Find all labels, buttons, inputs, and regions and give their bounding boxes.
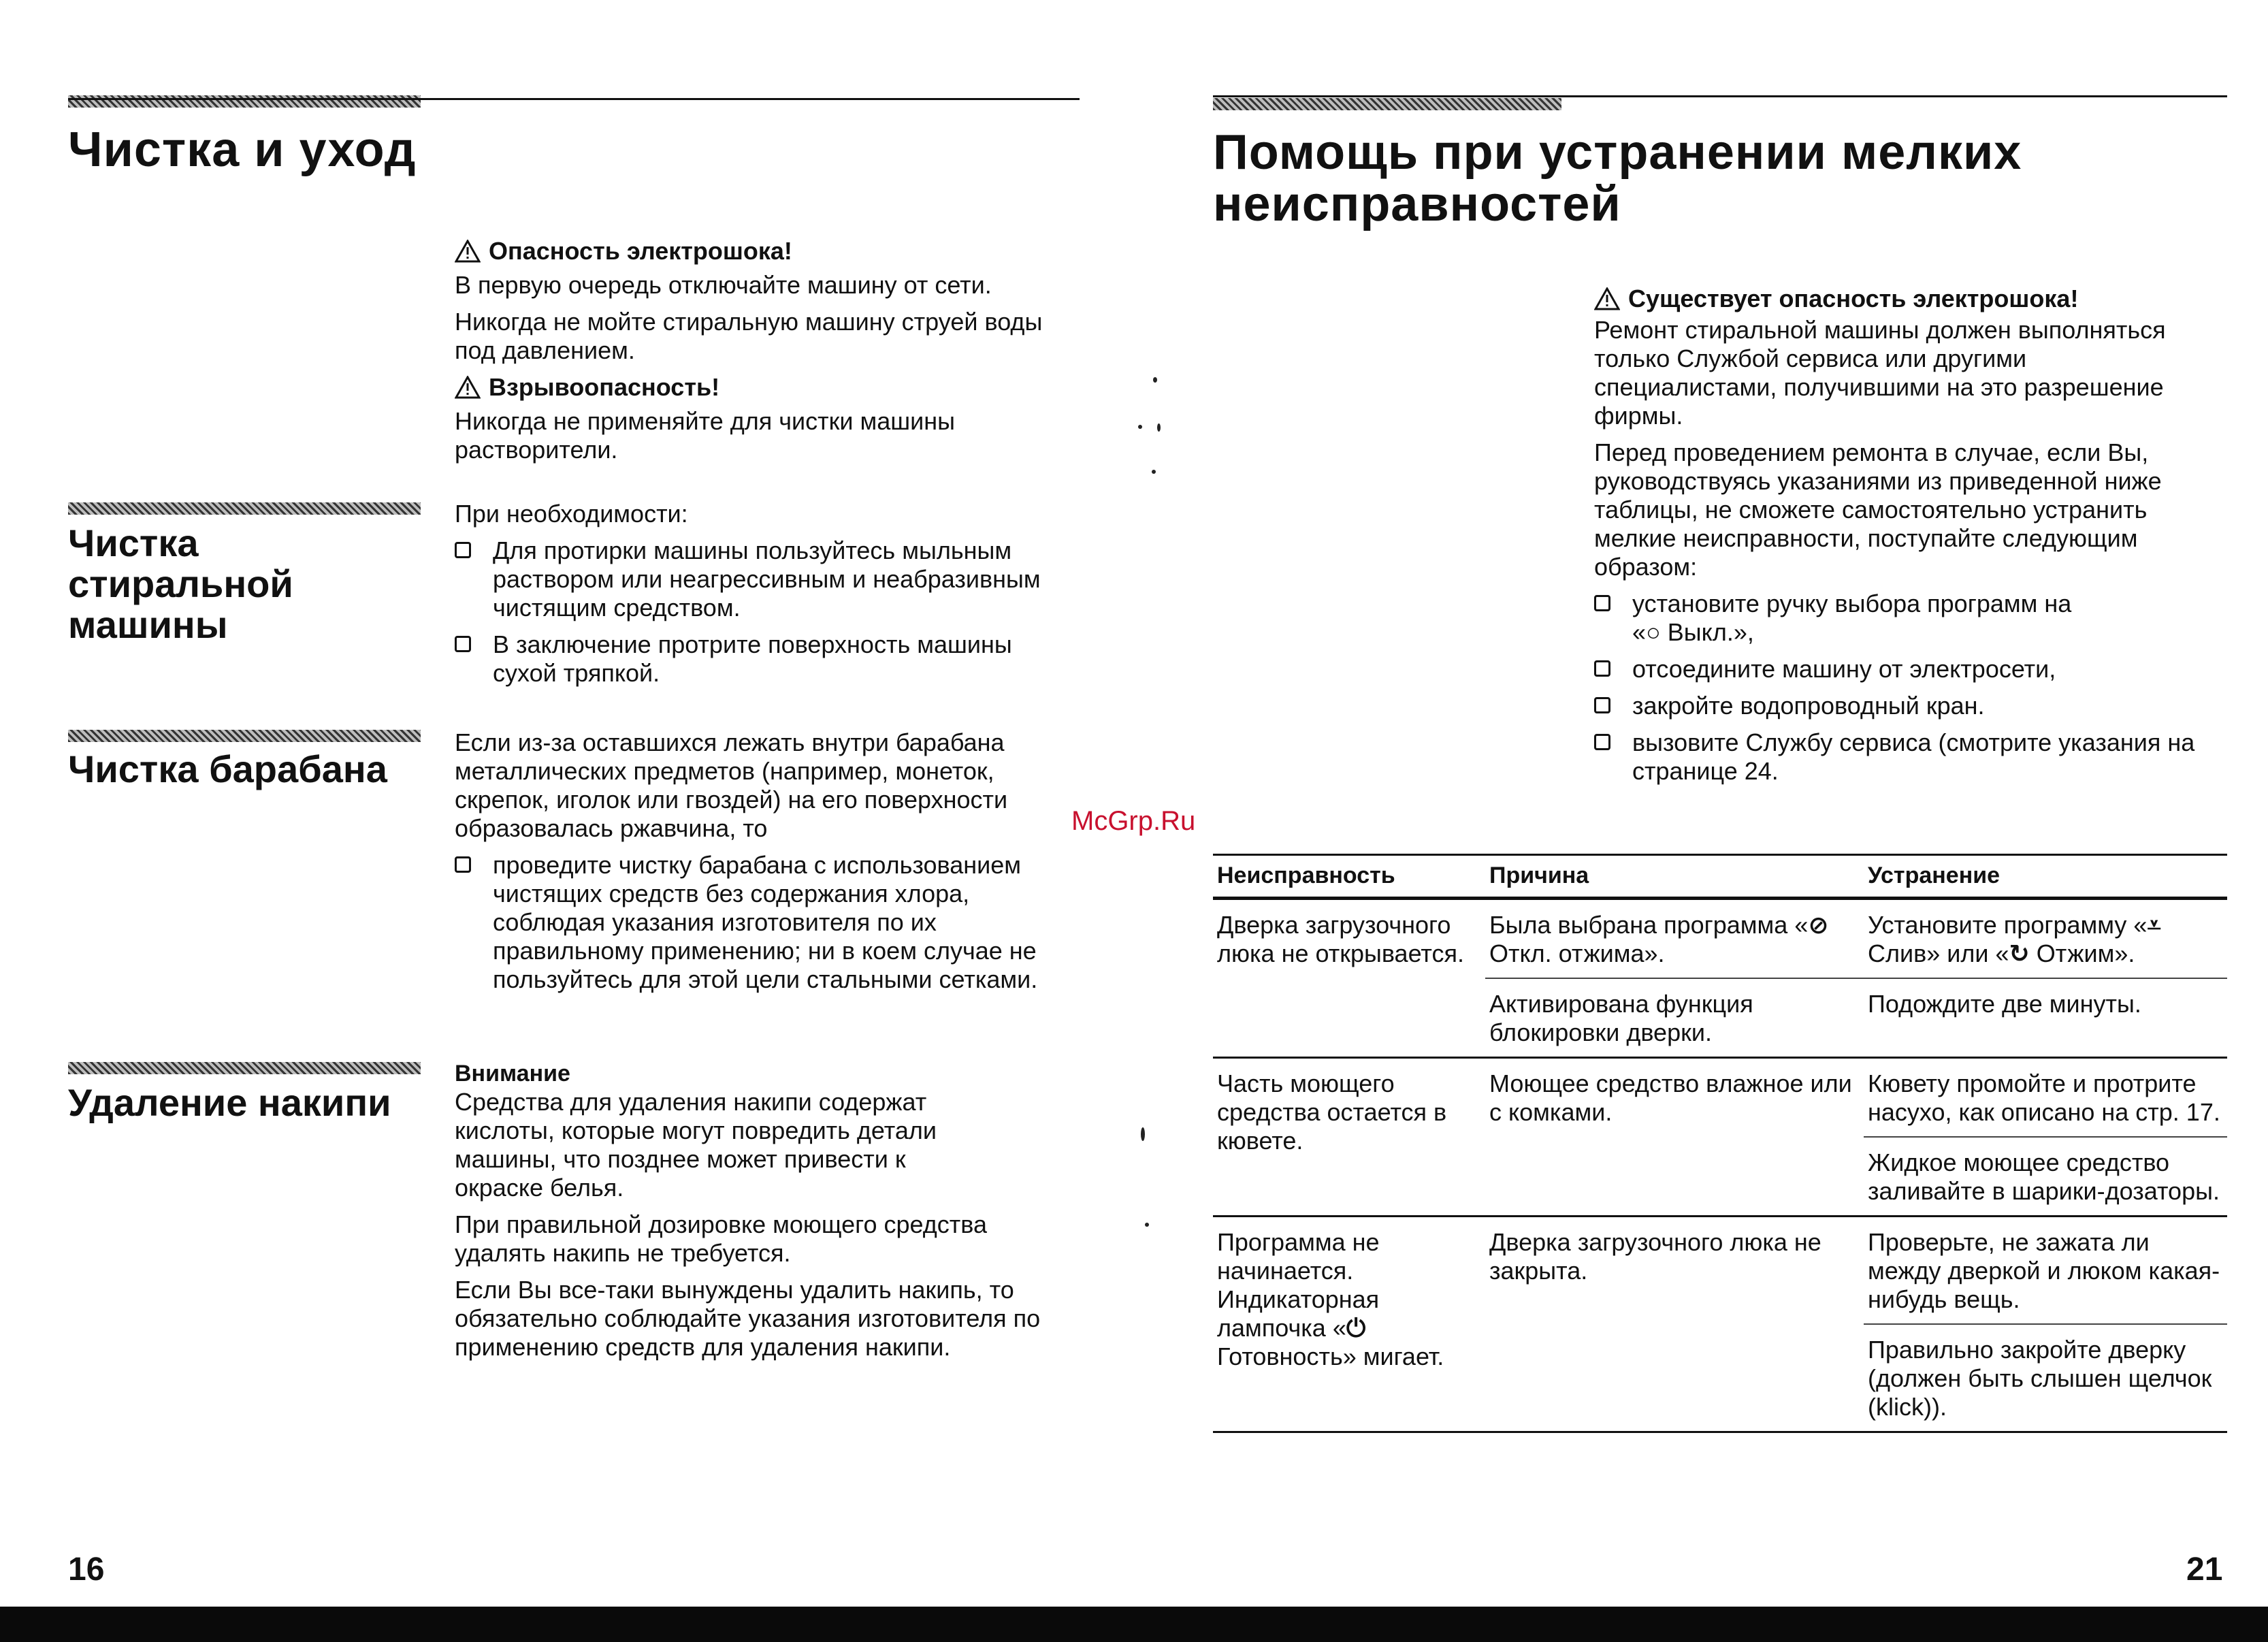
section-heading-washing-machine: Чистка стиральной машины bbox=[68, 521, 293, 646]
section-bar bbox=[68, 730, 421, 742]
scan-speck bbox=[1153, 377, 1157, 383]
fix-cell: Правильно закройте дверку (должен быть слышен щелчок (klick)). bbox=[1864, 1324, 2227, 1432]
section-bar bbox=[68, 502, 421, 515]
warning-electric-shock-text-1: В первую очередь отключайте машину от сети. bbox=[455, 271, 992, 299]
descaling-paragraph-3: Если Вы все-таки вынуждены удалить накипь, то обязательно соблюдайте указания изготовителя по применению средств для удаления накипи. bbox=[455, 1276, 1041, 1361]
scan-speck bbox=[1145, 1223, 1149, 1227]
no-spin-icon: ⊘ bbox=[1808, 911, 1829, 939]
checkbox-bullet-icon bbox=[1594, 595, 1610, 611]
table-row bbox=[1213, 899, 2227, 979]
section-heading-drum: Чистка барабана bbox=[68, 747, 387, 790]
scan-bottom-edge bbox=[0, 1607, 2268, 1642]
descaling-paragraph-1: Средства для удаления накипи содержат кислоты, которые могут повредить детали машины, что позднее может привести к окраске белья. bbox=[455, 1088, 937, 1202]
title-rule-right bbox=[1213, 95, 2227, 97]
title-rule-left bbox=[68, 98, 1080, 100]
fix-cell: Проверьте, не зажата ли между дверкой и люком какая-нибудь вещь. bbox=[1864, 1217, 2227, 1325]
list-item: установите ручку выбора программ на «○ Выкл.», bbox=[1594, 590, 2234, 647]
fix-cell: Жидкое моющее средство заливайте в шарики-дозаторы. bbox=[1864, 1137, 2227, 1217]
list-item: проведите чистку барабана с использованием чистящих средств без содержания хлора, соблюдая указания изготовителя по их правильному применению; ни в коем случае не пользуйтесь для этой цели стальными сетками. bbox=[455, 851, 1081, 994]
list-item: Для протирки машины пользуйтесь мыльным раствором или неагрессивным и неабразивным чистящим средством. bbox=[455, 536, 1081, 622]
list-item: В заключение протрите поверхность машины сухой тряпкой. bbox=[455, 630, 1081, 688]
fault-cell: Программа не начинается. Индикаторная лампочка «⏻ Готовность» мигает. bbox=[1213, 1217, 1485, 1432]
table-row bbox=[1213, 1217, 2227, 1325]
checkbox-bullet-icon bbox=[1594, 697, 1610, 713]
fault-cell: Часть моющего средства остается в кювете. bbox=[1213, 1058, 1485, 1217]
watermark: McGrp.Ru bbox=[1071, 806, 1196, 836]
checkbox-bullet-icon bbox=[455, 542, 471, 558]
title-bar-right bbox=[1213, 98, 1561, 110]
section-descaling-body bbox=[455, 1059, 1067, 1370]
list-item: закройте водопроводный кран. bbox=[1594, 692, 2234, 720]
fault-cell: Дверка загрузочного люка не открывается. bbox=[1213, 899, 1485, 1058]
fix-cell: Кювету промойте и протрите насухо, как описано на стр. 17. bbox=[1864, 1058, 2227, 1138]
warning-triangle-icon bbox=[455, 240, 481, 263]
service-warning bbox=[1594, 285, 2234, 794]
safety-warnings bbox=[455, 237, 1081, 472]
list-item: вызовите Службу сервиса (смотрите указания на странице 24. bbox=[1594, 728, 2234, 786]
left-page-title: Чистка и уход bbox=[68, 123, 417, 177]
checkbox-bullet-icon bbox=[1594, 734, 1610, 750]
power-icon: ⏻ bbox=[1346, 1314, 1366, 1342]
checkbox-bullet-icon bbox=[455, 636, 471, 652]
cause-cell: Дверка загрузочного люка не закрыта. bbox=[1485, 1217, 1864, 1432]
attention-label: Внимание bbox=[455, 1061, 570, 1086]
section-heading-descaling: Удаление накипи bbox=[68, 1081, 391, 1124]
warning-explosion-title: Взрывоопасность! bbox=[489, 373, 720, 401]
fix-cell: Установите программу «⩡ Слив» или «↻ Отжим». bbox=[1864, 899, 2227, 979]
section-drum-text: Если из-за оставшихся лежать внутри барабана металлических предметов (например, монеток, скрепок, иголок или гвоздей) на его поверхности образовалась ржавчина, то bbox=[455, 728, 1008, 842]
section-bar bbox=[68, 1062, 421, 1074]
drain-icon: ⩡ bbox=[2147, 911, 2161, 939]
spin-icon: ↻ bbox=[2009, 939, 2030, 967]
column-header-cause: Причина bbox=[1485, 855, 1864, 899]
column-header-fault: Неисправность bbox=[1213, 855, 1485, 899]
warning-repair-text-1: Ремонт стиральной машины должен выполняться только Службой сервиса или другими специалистами, получившими на это разрешение фирмы. bbox=[1594, 316, 2166, 430]
warning-electric-shock bbox=[455, 237, 1081, 265]
section-washing-machine-body bbox=[455, 500, 1081, 696]
scan-speck bbox=[1157, 423, 1161, 432]
table-header-row bbox=[1213, 855, 2227, 899]
warning-repair-title: Существует опасность электрошока! bbox=[1628, 285, 2079, 312]
list-item: отсоедините машину от электросети, bbox=[1594, 655, 2234, 683]
warning-explosion bbox=[455, 373, 1081, 402]
left-page-number: 16 bbox=[68, 1551, 105, 1588]
troubleshooting-table bbox=[1213, 854, 2227, 1433]
cause-cell: Активирована функция блокировки дверки. bbox=[1485, 978, 1864, 1058]
checkbox-bullet-icon bbox=[455, 856, 471, 873]
scan-speck bbox=[1152, 470, 1156, 474]
warning-triangle-icon bbox=[455, 376, 481, 399]
cause-cell: Моющее средство влажное или с комками. bbox=[1485, 1058, 1864, 1217]
title-bar-left bbox=[68, 95, 421, 108]
right-page-number: 21 bbox=[2186, 1551, 2223, 1588]
off-circle-icon: ○ bbox=[1646, 618, 1661, 646]
scan-speck bbox=[1141, 1127, 1145, 1141]
checkbox-bullet-icon bbox=[1594, 660, 1610, 677]
column-header-fix: Устранение bbox=[1864, 855, 2227, 899]
warning-triangle-icon bbox=[1594, 287, 1620, 310]
warning-electric-shock-text-2: Никогда не мойте стиральную машину струей воды под давлением. bbox=[455, 308, 1043, 364]
warning-repair bbox=[1594, 285, 2234, 313]
fix-cell: Подождите две минуты. bbox=[1864, 978, 2227, 1058]
right-page-title: Помощь при устранении мелких неисправностей bbox=[1213, 125, 2022, 231]
table-row bbox=[1213, 1058, 2227, 1138]
cause-cell: Была выбрана программа «⊘ Откл. отжима». bbox=[1485, 899, 1864, 979]
scan-speck bbox=[1138, 425, 1142, 429]
warning-repair-text-2: Перед проведением ремонта в случае, если Вы, руководствуясь указаниями из приведенной ниже таблицы, не сможете самостоятельно устранить мелкие неисправности, поступайте следующим образом: bbox=[1594, 438, 2162, 581]
descaling-paragraph-2: При правильной дозировке моющего средства удалять накипь не требуется. bbox=[455, 1210, 987, 1267]
section-drum-body bbox=[455, 728, 1081, 1002]
warning-electric-shock-title: Опасность электрошока! bbox=[489, 237, 792, 265]
warning-explosion-text: Никогда не применяйте для чистки машины растворители. bbox=[455, 407, 955, 464]
section-intro: При необходимости: bbox=[455, 500, 688, 528]
